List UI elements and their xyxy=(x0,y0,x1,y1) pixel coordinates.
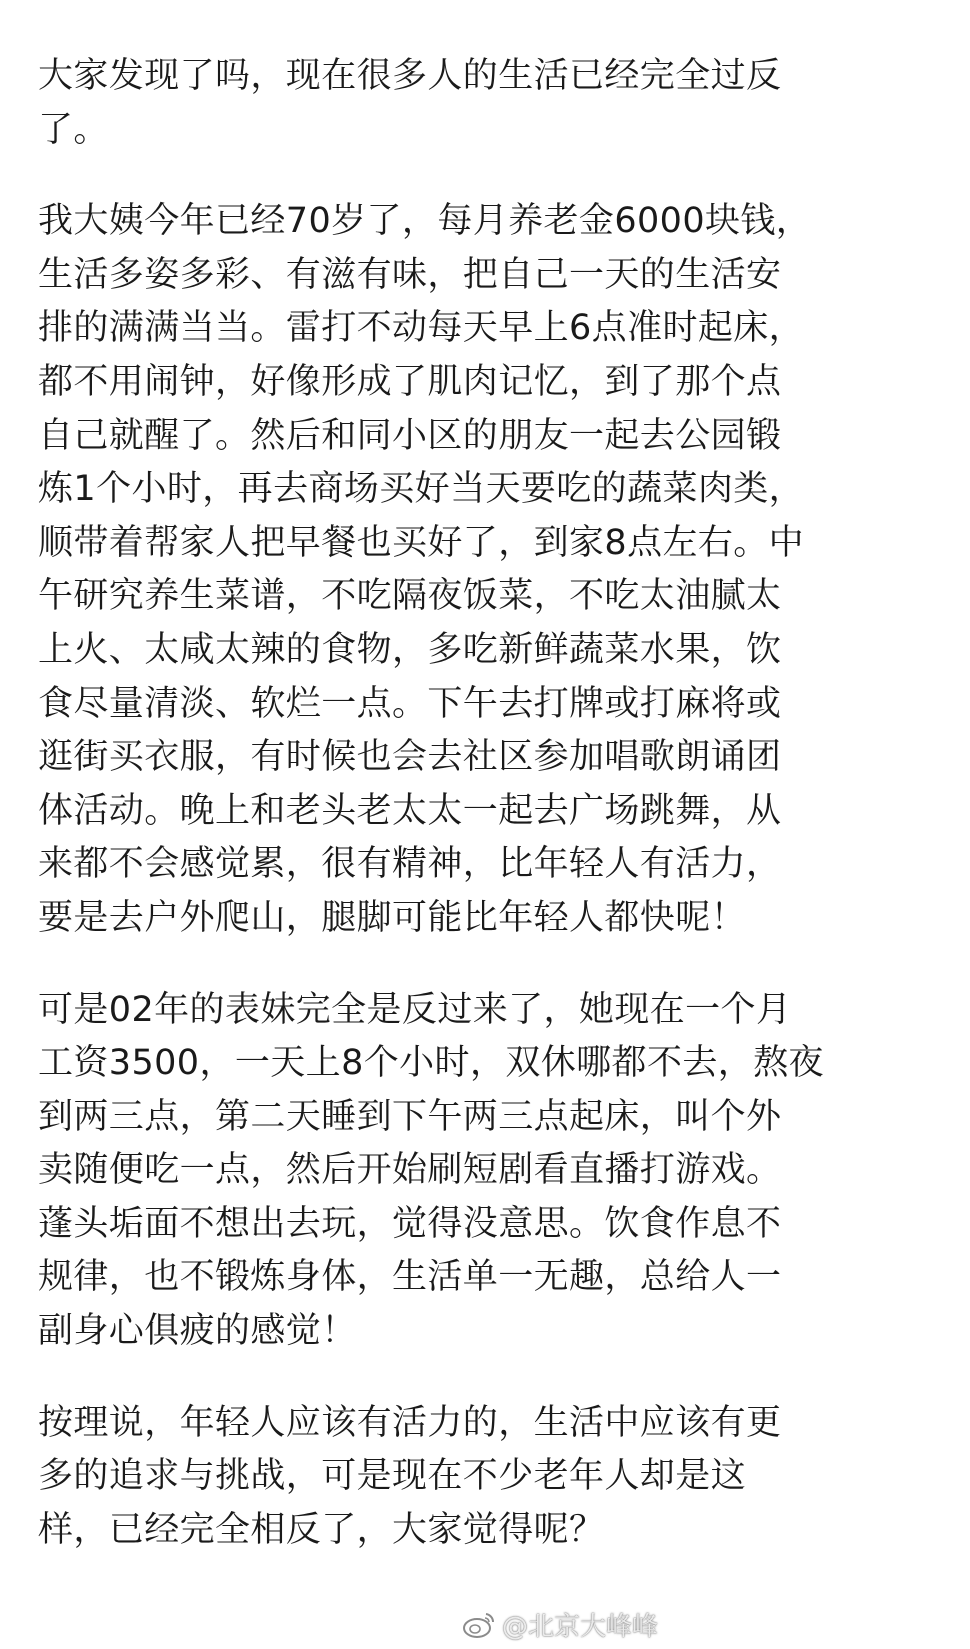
paragraph-conclusion xyxy=(38,1397,906,1558)
text-line: 我大姨今年已经70岁了，每月养老金6000块钱， xyxy=(38,201,812,242)
paragraph-intro xyxy=(38,50,906,157)
text-line: 体活动。晚上和老头老太太一起去广场跳舞，从 xyxy=(38,790,782,831)
text-line: 样，已经完全相反了，大家觉得呢？ xyxy=(38,1509,605,1550)
text-line: 大家发现了吗，现在很多人的生活已经完全过反 xyxy=(38,56,782,96)
text-line: 卖随便吃一点，然后开始刷短剧看直播打游戏。 xyxy=(38,1150,782,1191)
paragraph-cousin xyxy=(38,984,906,1359)
text-line: 蓬头垢面不想出去玩，觉得没意思。饮食作息不 xyxy=(38,1203,782,1244)
weibo-watermark xyxy=(462,1606,658,1643)
text-line: 排的满满当当。雷打不动每天早上6点准时起床， xyxy=(38,308,805,349)
text-line: 食尽量清淡、软烂一点。下午去打牌或打麻将或 xyxy=(38,683,782,724)
text-line: 上火、太咸太辣的食物，多吃新鲜蔬菜水果，饮 xyxy=(38,629,782,670)
weibo-logo-icon xyxy=(462,1611,496,1639)
text-line: 了。 xyxy=(38,109,109,150)
watermark-text: @北京大峰峰 xyxy=(501,1612,658,1642)
text-line: 炼1个小时，再去商场买好当天要吃的蔬菜肉类， xyxy=(38,469,805,510)
text-line: 副身心俱疲的感觉！ xyxy=(38,1311,357,1352)
text-line: 规律，也不锻炼身体，生活单一无趣，总给人一 xyxy=(38,1257,782,1298)
text-line: 工资3500，一天上8个小时，双休哪都不去，熬夜 xyxy=(38,1043,824,1084)
text-line: 生活多姿多彩、有滋有味，把自己一天的生活安 xyxy=(38,254,782,295)
text-line: 要是去户外爬山，腿脚可能比年轻人都快呢！ xyxy=(38,897,747,938)
text-line: 到两三点，第二天睡到下午两三点起床，叫个外 xyxy=(38,1096,782,1137)
text-line: 可是02年的表妹完全是反过来了，她现在一个月 xyxy=(38,989,792,1030)
text-line: 来都不会感觉累，很有精神，比年轻人有活力， xyxy=(38,844,782,885)
text-line: 都不用闹钟，好像形成了肌肉记忆，到了那个点 xyxy=(38,361,782,402)
paragraph-aunt xyxy=(38,195,906,945)
text-line: 午研究养生菜谱，不吃隔夜饭菜，不吃太油腻太 xyxy=(38,576,782,617)
text-line: 多的追求与挑战，可是现在不少老年人却是这 xyxy=(38,1456,747,1497)
text-line: 自己就醒了。然后和同小区的朋友一起去公园锻 xyxy=(38,415,782,456)
text-line: 按理说，年轻人应该有活力的，生活中应该有更 xyxy=(38,1402,782,1443)
text-line: 逛街买衣服，有时候也会去社区参加唱歌朗诵团 xyxy=(38,737,782,778)
text-line: 顺带着帮家人把早餐也买好了，到家8点左右。中 xyxy=(38,522,805,563)
